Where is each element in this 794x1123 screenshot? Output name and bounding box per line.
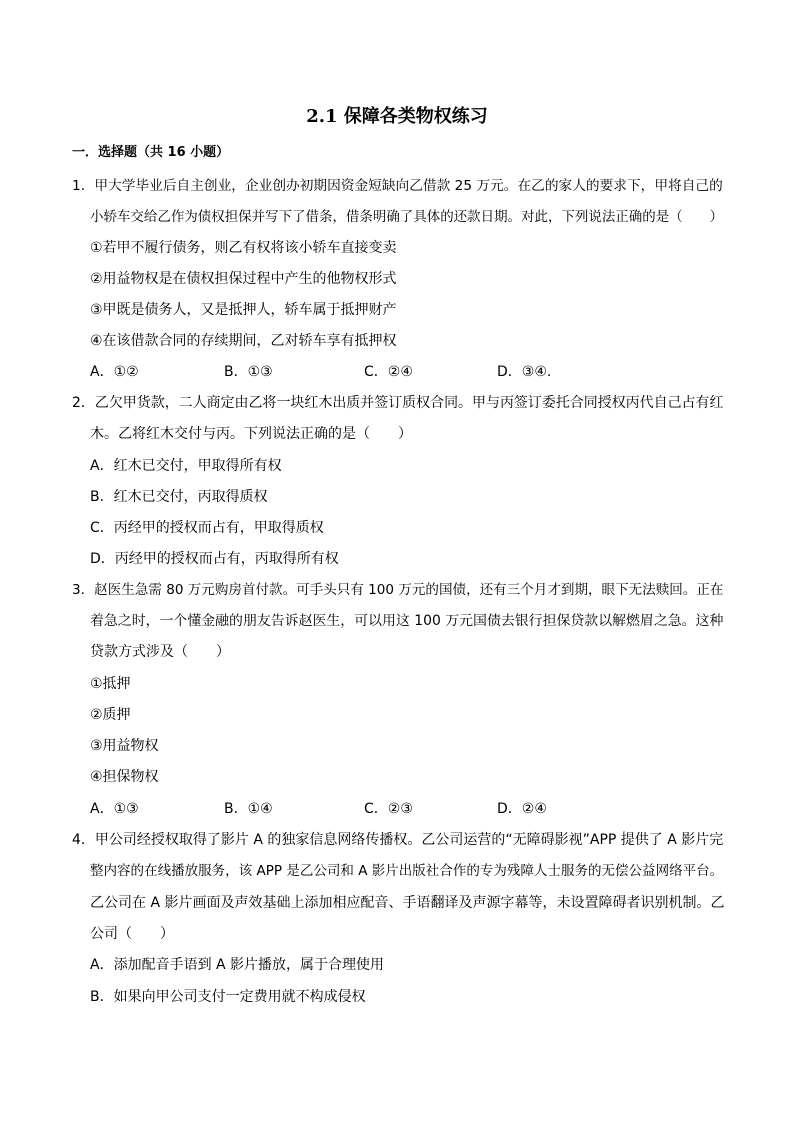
question-1-statement-1: ①若甲不履行债务，则乙有权将该小轿车直接变卖 <box>90 240 397 256</box>
option-c[interactable]: C．②④ <box>364 364 413 380</box>
page-title: 2.1 保障各类物权练习 <box>306 106 488 127</box>
question-2-choice-c[interactable]: C．丙经甲的授权而占有，甲取得质权 <box>90 520 324 536</box>
option-d[interactable]: D．②④ <box>497 801 547 817</box>
option-b[interactable]: B．①④ <box>224 801 273 817</box>
question-3-statement-3: ③用益物权 <box>90 738 159 754</box>
question-2-line-2: 木。乙将红木交付与丙。下列说法正确的是（ ） <box>90 426 412 442</box>
option-a[interactable]: A．①② <box>90 364 139 380</box>
section-heading: 一．选择题（共 16 小题） <box>72 145 230 160</box>
option-b[interactable]: B．①③ <box>224 364 273 380</box>
option-d[interactable]: D．③④. <box>497 364 552 380</box>
question-3-line-3: 贷款方式涉及（ ） <box>90 644 230 660</box>
question-1-statement-4: ④在该借款合同的存续期间，乙对轿车享有抵押权 <box>90 333 397 349</box>
question-3-line-2: 着急之时，一个懂金融的朋友告诉赵医生，可以用这 100 万元国债去银行担保贷款以解燃眉之急。这种 <box>90 613 724 629</box>
question-4-line-1: 4．甲公司经授权取得了影片 A 的独家信息网络传播权。乙公司运营的“无障碍影视”APP 提供了 A 影片完 <box>72 832 724 848</box>
option-a[interactable]: A．①③ <box>90 801 139 817</box>
question-2-line-1: 2．乙欠甲货款，二人商定由乙将一块红木出质并签订质权合同。甲与丙签订委托合同授权丙代自己占有红 <box>72 395 724 411</box>
question-1-statement-2: ②用益物权是在债权担保过程中产生的他物权形式 <box>90 271 397 287</box>
question-1-statement-3: ③甲既是债务人，又是抵押人，轿车属于抵押财产 <box>90 302 397 318</box>
question-4-choice-b[interactable]: B．如果向甲公司支付一定费用就不构成侵权 <box>90 989 366 1005</box>
question-4-line-4: 公司（ ） <box>90 926 174 942</box>
question-3-statement-2: ②质押 <box>90 707 131 723</box>
question-3-statement-4: ④担保物权 <box>90 769 159 785</box>
question-2-choice-d[interactable]: D．丙经甲的授权而占有，丙取得所有权 <box>90 551 339 567</box>
question-4-line-2: 整内容的在线播放服务，该 APP 是乙公司和 A 影片出版社合作的专为残障人士服务的无偿公益网络平台。 <box>90 863 724 879</box>
question-3-line-1: 3．赵医生急需 80 万元购房首付款。可手头只有 100 万元的国债，还有三个月才到期，眼下无法赎回。正在 <box>72 582 724 598</box>
question-1-line-1: 1．甲大学毕业后自主创业，企业创办初期因资金短缺向乙借款 25 万元。在乙的家人的要求下，甲将自己的 <box>72 178 723 194</box>
question-2-choice-b[interactable]: B．红木已交付，丙取得质权 <box>90 489 268 505</box>
option-c[interactable]: C．②③ <box>364 801 413 817</box>
question-2-choice-a[interactable]: A．红木已交付，甲取得所有权 <box>90 458 282 474</box>
question-3-statement-1: ①抵押 <box>90 676 131 692</box>
question-4-line-3: 乙公司在 A 影片画面及声效基础上添加相应配音、手语翻译及声源字幕等，未设置障碍者识别机制。乙 <box>90 895 725 911</box>
question-1-line-2: 小轿车交给乙作为债权担保并写下了借条，借条明确了具体的还款日期。对此，下列说法正确的是（ ） <box>90 209 724 225</box>
question-4-choice-a[interactable]: A．添加配音手语到 A 影片播放，属于合理使用 <box>90 957 385 973</box>
